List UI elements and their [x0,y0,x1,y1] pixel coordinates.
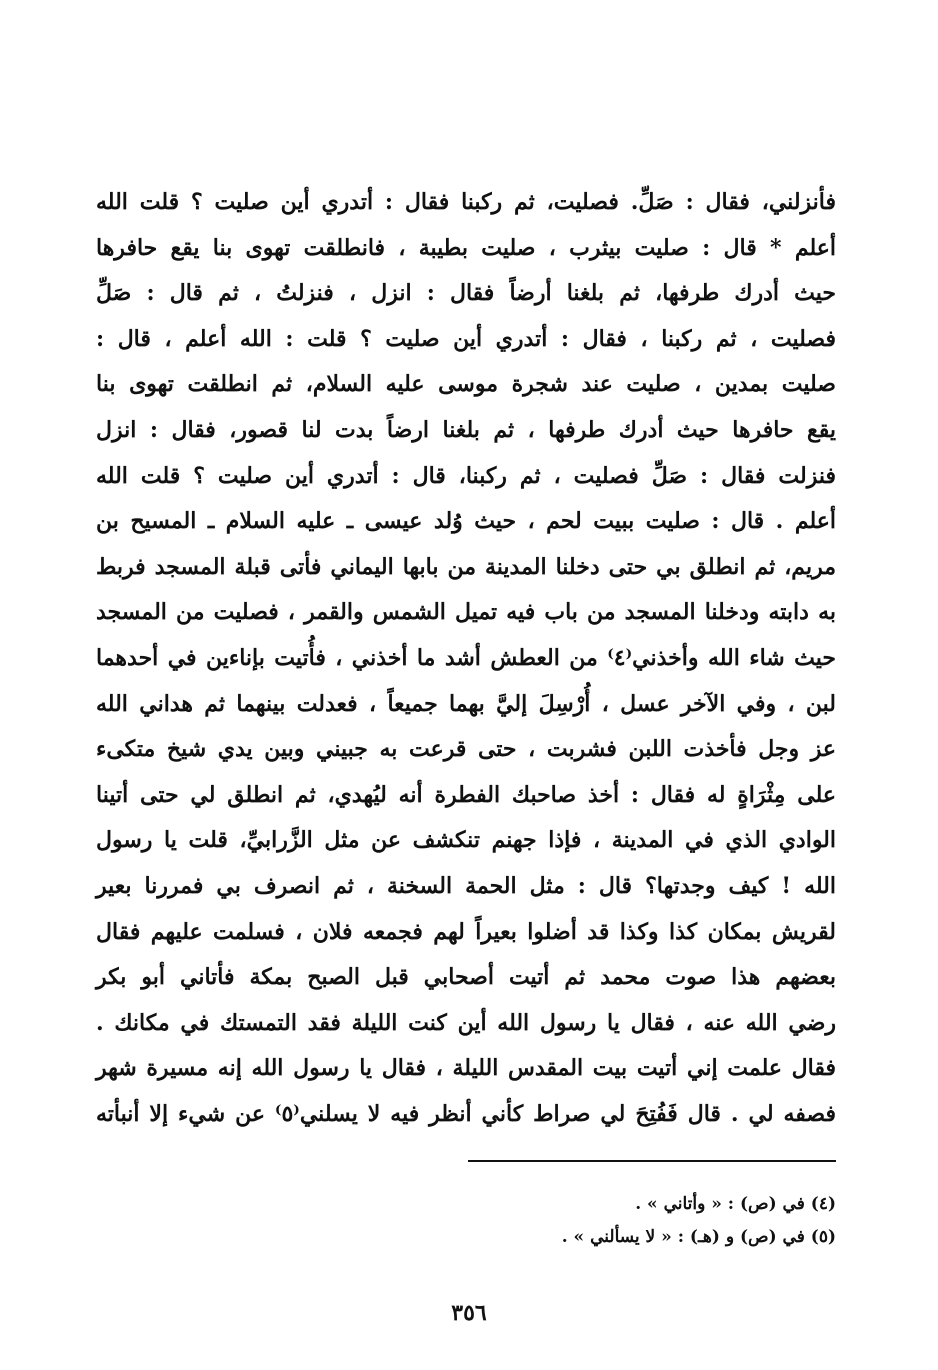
text-line: بعضهم هذا صوت محمد ثم أتيت أصحابي قبل الصبح بمكة فأتاني أبو بكر [96,964,836,991]
text-line: فصليت ، ثم ركبنا ، فقال : أتدري أين صليت ؟ قلت : الله أعلم ، قال : [96,325,836,352]
text-line: الله ! كيف وجدتها؟ قال : مثل الحمة السخنة ، ثم انصرف بي فمررنا بعير [96,872,836,899]
footnote: (٥) في (ص) و (هـ) : « لا يسألني » . [561,1227,836,1247]
text-line: صليت بمدين ، صليت عند شجرة موسى عليه السلام، ثم انطلقت تهوى بنا [96,371,836,398]
footnote-divider [468,1160,836,1162]
footnote: (٤) في (ص) : « وأتاني » . [635,1194,836,1214]
text-line: الوادي الذي في المدينة ، فإذا جهنم تنكشف عن مثل الزَّرابيِّ، قلت يا رسول [96,827,836,854]
text-line: حيث أدرك طرفها، ثم بلغنا أرضاً فقال : انزل ، فنزلتُ ، ثم قال : صَلِّ [96,280,836,307]
text-line: فقال علمت إني أتيت بيت المقدس الليلة ، فقال يا رسول الله إنه مسيرة شهر [96,1055,836,1082]
text-line: لقريش بمكان كذا وكذا قد أضلوا بعيراً لهم فجمعه فلان ، فسلمت عليهم فقال [96,918,836,945]
text-line: به دابته ودخلنا المسجد من باب فيه تميل الشمس والقمر ، فصليت من المسجد [96,599,836,626]
text-line: لبن ، وفي الآخر عسل ، أُرْسِلَ إليَّ بهما جميعاً ، فعدلت بينهما ثم هداني الله [96,690,836,717]
text-line: مريم، ثم انطلق بي حتى دخلنا المدينة من بابها اليماني فأتى قبلة المسجد فربط [96,553,836,580]
text-line: يقع حافرها حيث أدرك طرفها ، ثم بلغنا ارضاً بدت لنا قصور، فقال : انزل [96,416,836,443]
page-number: ٣٥٦ [451,1300,487,1326]
text-line: أعلم * قال : صليت بيثرب ، صليت بطيبة ، فانطلقت تهوى بنا يقع حافرها [96,234,836,261]
footnotes-block [236,1188,836,1254]
text-line: عز وجل فأخذت اللبن فشربت ، حتى قرعت به جبيني وبين يدي شيخ متكىء [96,736,836,763]
text-line: على مِثْرَاةٍ له فقال : أخذ صاحبك الفطرة أنه ليُهدي، ثم انطلق لي حتى أتينا [96,781,836,808]
main-text-block [96,180,836,1137]
text-line: حيث شاء الله وأخذني⁽٤⁾ من العطش أشد ما أخذني ، فأُتيت بإناءين في أحدهما [96,644,836,671]
text-line: فصفه لي . قال فَفُتِحَ لي صراط كأني أنظر فيه لا يسلني⁽٥⁾ عن شيء إلا أنبأته [96,1100,836,1127]
text-line: فنزلت فقال : صَلِّ فصليت ، ثم ركبنا، قال : أتدري أين صليت ؟ قلت الله [96,462,836,489]
text-line: أعلم . قال : صليت ببيت لحم ، حيث وُلد عيسى ـ عليه السلام ـ المسيح بن [96,508,836,535]
text-line: رضي الله عنه ، فقال يا رسول الله أين كنت الليلة فقد التمستك في مكانك . [96,1009,836,1036]
text-line: فأنزلني، فقال : صَلِّ. فصليت، ثم ركبنا فقال : أتدري أين صليت ؟ قلت الله [96,189,836,215]
